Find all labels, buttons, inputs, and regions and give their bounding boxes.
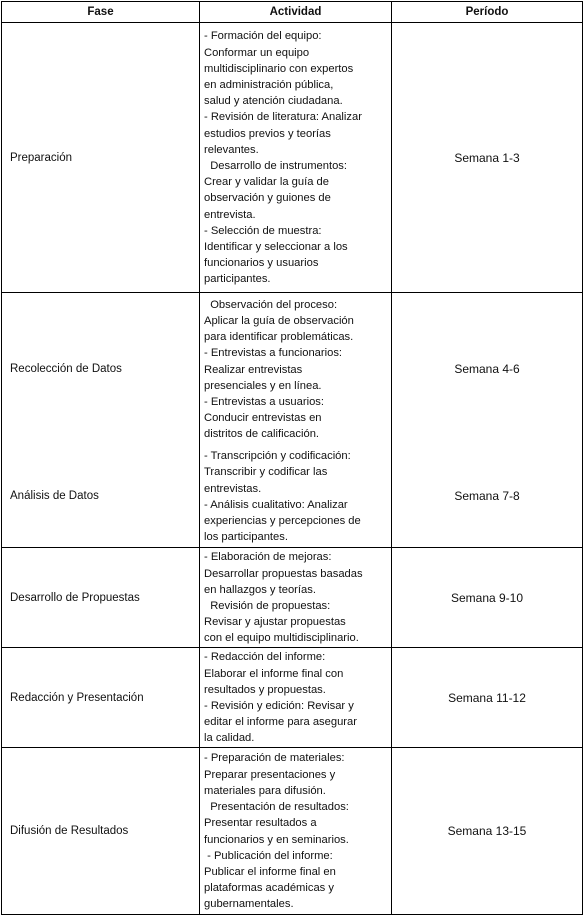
activity-line: - Entrevistas a funcionarios: [204,347,343,360]
activity-line: - Elaboración de mejoras: [204,551,332,564]
cell-actividad [200,748,392,915]
header-fase: Fase [2,2,200,23]
activity-line: Desarrollo de instrumentos: [204,160,348,172]
activity-line: Revisar y ajustar propuestas [204,616,346,629]
activity-line: Presentar resultados a [204,817,317,830]
activity-line: experiencias y percepciones de [204,514,361,527]
table-row-desarrollo [2,548,583,648]
activity-line: Elaborar el informe final con [204,667,344,680]
activity-line: en hallazgos y teorías. [204,583,316,596]
activity-line: Conducir entrevistas en [204,412,322,425]
activity-line: gubernamentales. [204,898,294,911]
activity-line: - Análisis cualitativo: Analizar [204,498,348,511]
cell-actividad [200,648,392,748]
activity-line: distritos de calificación. [204,428,320,441]
activity-line: estudios previos y teorías [204,127,331,140]
activity-line: multidisciplinario con expertos [204,62,354,75]
activity-line: presenciales y en línea. [204,379,322,392]
activity-line: Publicar el informe final en [204,865,336,878]
activity-line: observación y guiones de [204,192,331,205]
activity-line: Conformar un equipo [204,46,310,59]
activity-line: editar el informe para asegurar [204,716,357,729]
activity-line: funcionarios y usuarios [204,257,319,270]
activity-line: funcionarios y en seminarios. [204,833,349,846]
activity-line: - Redacción del informe: [204,651,326,664]
activity-line: - Publicación del informe: [204,849,333,862]
cell-actividad [200,548,392,648]
activity-line: Revisión de propuestas: [204,600,331,612]
table-row-recoleccion [2,293,583,446]
table-header-row [2,2,583,23]
activity-line: con el equipo multidisciplinario. [204,632,359,645]
activity-line: la calidad. [204,732,255,745]
activity-line: plataformas académicas y [204,882,334,895]
activity-line: resultados y propuestas. [204,683,326,696]
activity-line: Identificar y seleccionar a los [204,241,348,254]
cell-periodo: Semana 9-10 [392,548,583,648]
activity-line: Preparar presentaciones y [204,768,336,781]
activity-line: entrevistas. [204,482,262,495]
activity-line: Transcribir y codificar las [204,466,328,479]
activity-line: Desarrollar propuestas basadas [204,567,363,580]
cell-fase: Difusión de Resultados [2,748,200,915]
schedule-table [1,1,583,915]
cell-fase: Redacción y Presentación [2,648,200,748]
table-row-analisis [2,446,583,548]
activity-line: - Transcripción y codificación: [204,450,351,463]
activity-line: Realizar entrevistas [204,363,303,376]
activity-line: Crear y validar la guía de [204,176,329,189]
activity-line: entrevista. [204,208,256,221]
cell-actividad [200,446,392,548]
cell-actividad [200,23,392,293]
activity-line: relevantes. [204,143,259,156]
activity-line: - Formación del equipo: [204,30,322,43]
cell-periodo: Semana 4-6 [392,293,583,446]
activity-line: - Revisión y edición: Revisar y [204,700,354,712]
activity-line: Observación del proceso: [204,298,338,311]
table-row-preparacion [2,23,583,293]
activity-line: materiales para difusión. [204,784,326,797]
activity-line: participantes. [204,273,271,286]
table-row-difusion [2,748,583,915]
header-periodo: Período [392,2,583,23]
activity-line: en administración pública, [204,78,334,91]
header-actividad: Actividad [200,2,392,23]
cell-periodo: Semana 13-15 [392,748,583,915]
activity-line: Aplicar la guía de observación [204,315,354,328]
activity-line: - Selección de muestra: [204,224,322,237]
activity-line: - Preparación de materiales: [204,752,345,765]
cell-actividad [200,293,392,446]
cell-fase: Recolección de Datos [2,293,200,446]
cell-periodo: Semana 7-8 [392,446,583,548]
cell-periodo: Semana 11-12 [392,648,583,748]
activity-line: los participantes. [204,531,288,544]
table-row-redaccion [2,648,583,748]
activity-line: para identificar problemáticas. [204,331,354,344]
cell-fase: Análisis de Datos [2,446,200,548]
cell-fase: Preparación [2,23,200,293]
activity-line: salud y atención ciudadana. [204,95,343,108]
activity-line: - Entrevistas a usuarios: [204,396,325,409]
cell-periodo: Semana 1-3 [392,23,583,293]
cell-fase: Desarrollo de Propuestas [2,548,200,648]
activity-line: Presentación de resultados: [204,801,349,814]
activity-line: - Revisión de literatura: Analizar [204,111,362,124]
